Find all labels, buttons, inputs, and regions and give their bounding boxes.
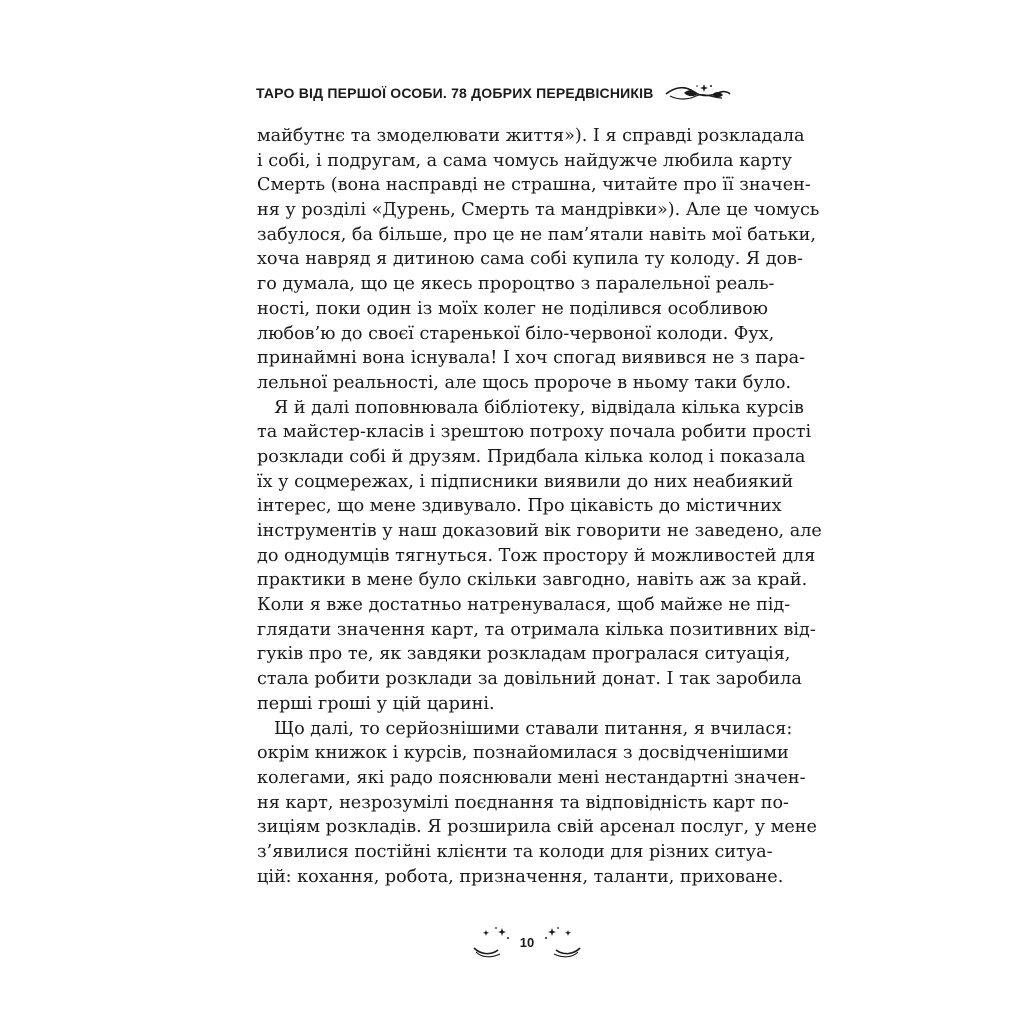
text-line: їх у соцмережах, і підписники виявили до них неабиякий <box>257 471 794 492</box>
running-head <box>256 82 736 104</box>
text-line: з’явилися постійні клієнти та колоди для різних ситуа- <box>257 841 773 862</box>
text-line: глядати значення карт, та отримала кілька позитивних від- <box>257 619 816 640</box>
moon-star-ornament-icon <box>472 924 512 960</box>
swirl-ornament-icon <box>664 82 732 104</box>
text-line: хоча навряд я дитиною сама собі купила ту колоду. Я дов- <box>257 249 803 270</box>
text-line: і собі, і подругам, а сама чомусь найдужче любила карту <box>257 150 792 171</box>
text-line: принаймні вона існувала! І хоч спогад виявився не з пара- <box>257 348 806 369</box>
text-line: зиціям розкладів. Я розширила свій арсенал послуг, у мене <box>257 817 817 838</box>
paragraph <box>257 396 822 717</box>
text-line: окрім книжок і курсів, познайомилася з досвідченішими <box>257 743 789 764</box>
text-line: інтерес, що мене здивувало. Про цікавість до містичних <box>257 496 782 517</box>
moon-star-ornament-icon <box>542 924 582 960</box>
text-line: стала робити розклади за довільний донат. І так заробила <box>257 669 802 690</box>
page-footer <box>472 922 582 962</box>
running-head-title: ТАРО ВІД ПЕРШОЇ ОСОБИ. 78 ДОБРИХ ПЕРЕДВІСНИКІВ <box>256 85 654 101</box>
text-line: цій: кохання, робота, призначення, таланти, приховане. <box>257 866 784 887</box>
text-line: лельної реальності, але щось пророче в ньому таки було. <box>257 372 792 393</box>
page-number: 10 <box>519 934 535 950</box>
text-line: ня карт, незрозумілі поєднання та відповідність карт по- <box>257 792 790 813</box>
text-line: Смерть (вона насправді не страшна, читайте про її значен- <box>257 175 811 196</box>
text-line: розклади собі й друзям. Придбала кілька колод і показала <box>257 446 806 467</box>
body-text <box>257 124 822 889</box>
text-line: го думала, що це якесь пророцтво з паралельної реаль- <box>257 274 775 295</box>
text-line: забулося, ба більше, про це не пам’ятали навіть мої батьки, <box>257 224 816 245</box>
text-line: Що далі, то серйознішими ставали питання, я вчилася: <box>274 718 793 739</box>
text-line: ності, поки один із моїх колег не поділився особливою <box>257 298 768 319</box>
text-line: майбутнє та змоделювати життя»). І я справді розкладала <box>257 126 805 146</box>
text-line: гуків про те, як завдяки розкладам програлася ситуація, <box>257 644 791 665</box>
paragraph <box>257 124 820 396</box>
text-line: практики в мене було скільки завгодно, навіть аж за край. <box>257 570 808 591</box>
text-line: колегами, які радо пояснювали мені нестандартні значен- <box>257 767 806 788</box>
text-line: ня у розділі «Дурень, Смерть та мандрівки»). Але це чомусь <box>257 200 820 221</box>
text-line: інструментів у наш доказовий вік говорити не заведено, але <box>257 521 822 541</box>
text-line: любов’ю до своєї старенької біло-червоної колоди. Фух, <box>257 323 775 344</box>
text-line: до однодумців тягнуться. Тож простору й можливостей для <box>257 545 816 566</box>
text-line: Коли я вже достатньо натренувалася, щоб майже не під- <box>257 595 791 616</box>
text-line: Я й далі поповнювала бібліотеку, відвідала кілька курсів <box>274 397 804 418</box>
text-line: перші гроші у цій царині. <box>257 693 495 714</box>
paragraph <box>257 717 817 890</box>
text-line: та майстер-класів і зрештою потроху почала робити прості <box>257 422 812 443</box>
